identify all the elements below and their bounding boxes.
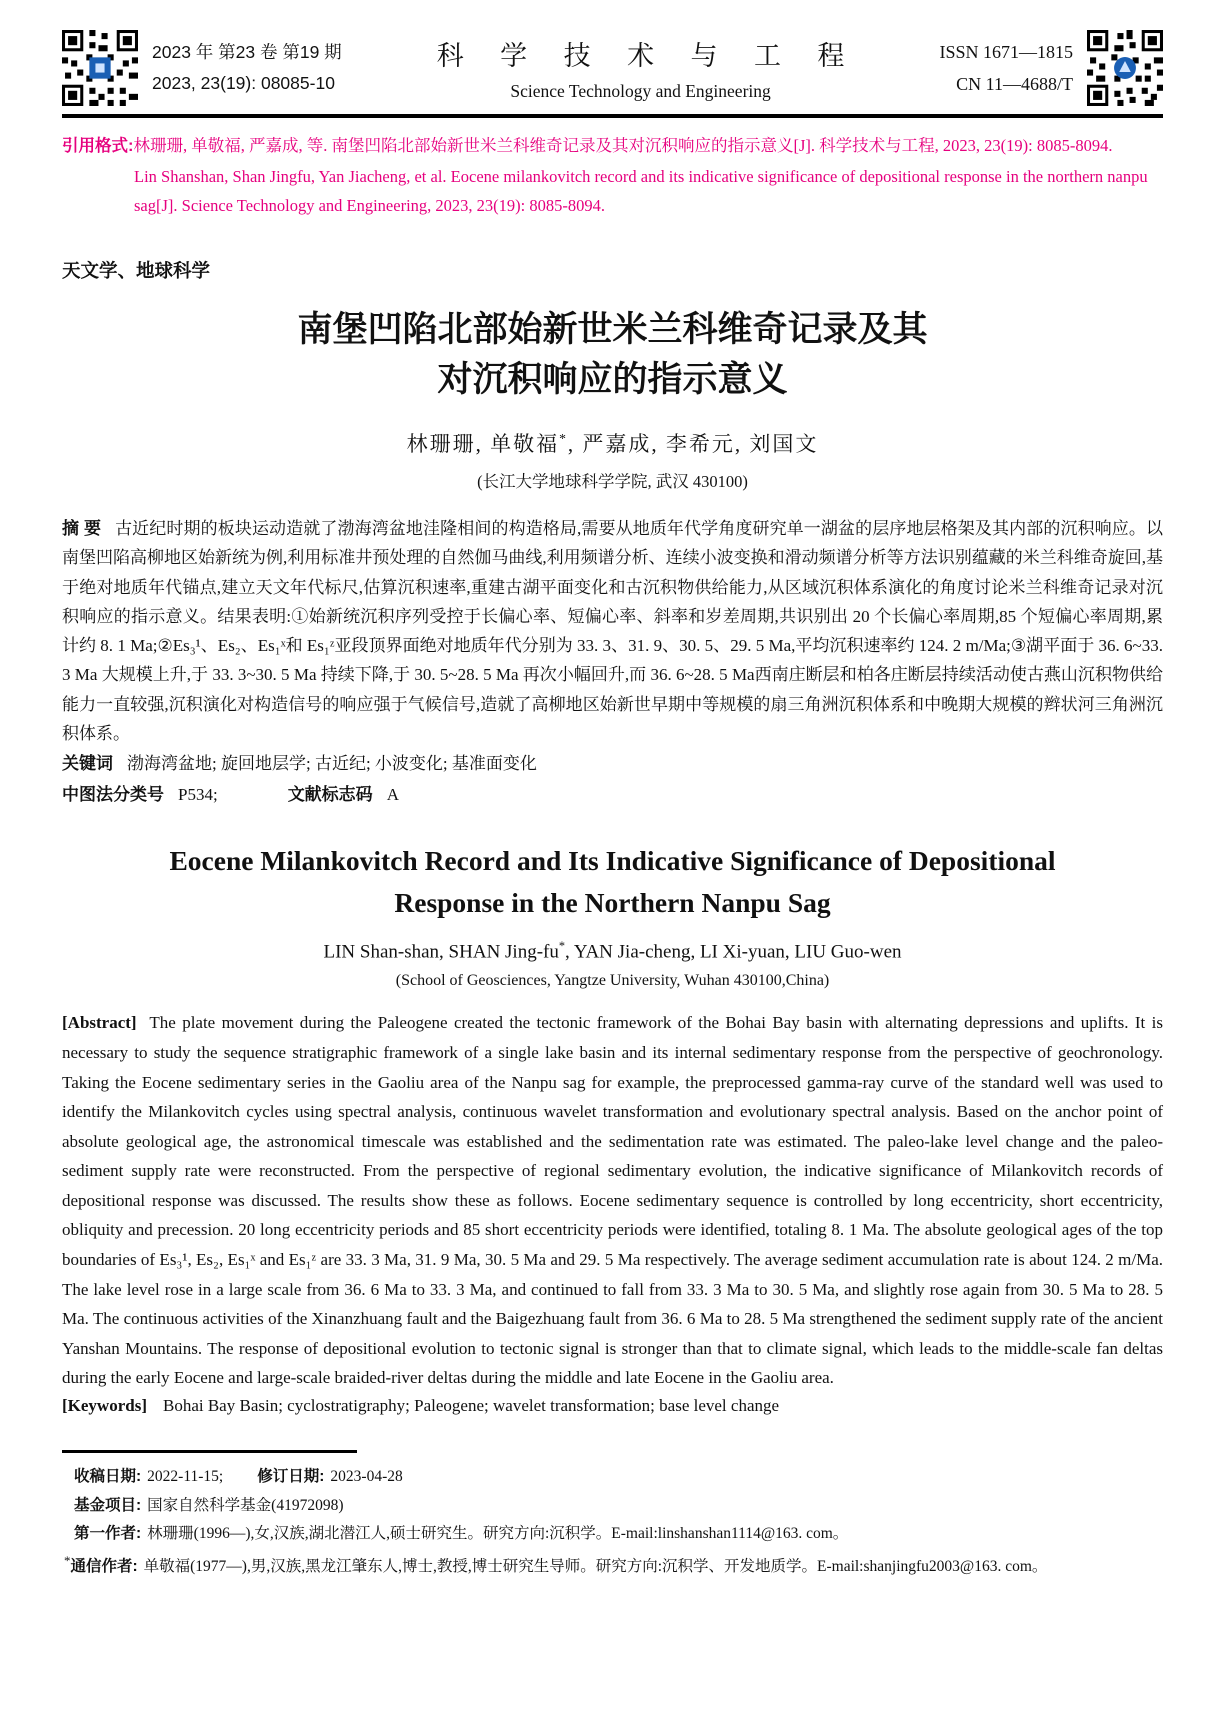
abstract-cn-text: 古近纪时期的板块运动造就了渤海湾盆地洼隆相间的构造格局,需要从地质年代学角度研究单一湖盆的层序地层格架及其内部的沉积响应。以南堡凹陷高柳地区始新统为例,利用标准井预处理的自然伽马曲线,利用频谱分析、连续小波变换和滑动频谱分析等方法识别蕴藏的米兰科维奇旋回,基于绝对地质年代锚点,建立天文年代标尺,估算沉积速率,重建古湖平面变化和古沉积物供给能力,从区域沉积体系演化的角度讨论米兰科维奇记录对沉积响应的指示意义。结果表明:①始新统沉积序列受控于长偏心率、短偏心率、斜率和岁差周期,共识别出 20 个长偏心率周期,85 个短偏心率周期,累计约 8. 1 Ma;②Es₃¹、Es₂、Es₁ˣ和 Es₁ᶻ亚段顶界面绝对地质年代分别为 33. 3、31. 9、30. 5、29. 5 Ma,平均沉积速率约 124. 2 m/Ma;③湖平面于 36. 6~33. 3 Ma 大规模上升,于 33. 3~30. 5 Ma 持续下降,于 30. 5~28. 5 Ma 再次小幅回升,而 36. 6~28. 5 Ma西南庄断层和柏各庄断层持续活动使古燕山沉积物供给能力一直较强,沉积演化对构造信号的响应强于气候信号,造就了高柳地区始新世早期中等规模的扇三角洲沉积体系和中晚期大规模的辫状河三角洲沉积体系。	[62, 519, 1163, 743]
received-date-label: 收稿日期:	[74, 1467, 142, 1485]
footnote-dates	[74, 1463, 1163, 1492]
issue-en: 2023, 23(19): 08085-10	[152, 73, 335, 93]
header-divider	[62, 114, 1163, 118]
affiliation-en: (School of Geosciences, Yangtze University, Wuhan 430100,China)	[395, 972, 830, 990]
paper-title-cn	[62, 305, 1163, 407]
journal-header	[62, 30, 1163, 106]
citation-block	[62, 132, 1163, 221]
keywords-cn-text: 渤海湾盆地; 旋回地层学; 古近纪; 小波变化; 基准面变化	[127, 754, 537, 773]
paper-title-en	[62, 840, 1163, 925]
fund-value: 国家自然科学基金(41972098)	[147, 1496, 344, 1514]
qr-code-right-icon	[1087, 30, 1163, 106]
first-author-label: 第一作者:	[74, 1525, 142, 1543]
footnote-divider	[62, 1450, 357, 1453]
authors-cn: 林珊珊, 单敬福*, 严嘉成, 李希元, 刘国文	[406, 431, 819, 457]
received-date-value: 2022-11-15;	[147, 1467, 224, 1485]
doc-code-value: A	[386, 784, 399, 804]
abstract-en-text: The plate movement during the Paleogene created the tectonic framework of the Bohai Bay basin with alternating depressions and uplifts. It is necessary to study the sequence stratigraphic framework of a single lake basin and its internal sedimentary response from the perspective of geochronology. Taking the Eocene sedimentary series in the Gaoliu area of the Nanpu sag for example, the preprocessed gamma-ray curve of the standard well was used to identify the Milankovitch cycles using spectral analysis, continuous wavelet transformation and evolutionary spectral analysis. Based on the anchor point of absolute geological age, the astronomical timescale was established and the sedimentation rate was estimated. The paleo-lake level change and the paleo-sediment supply rate were reconstructed. From the perspective of regional sedimentary evolution, the indicative significance of Milankovitch records of depositional response was discussed. The results show these as follows. Eocene sedimentary sequence is controlled by long eccentricity, short eccentricity, obliquity and precession. 20 long eccentricity periods and 85 short eccentricity periods were identified, totaling 8. 1 Ma. The absolute geological ages of the top boundaries of Es₃¹, Es₂, Es₁ˣ and Es₁ᶻ are 33. 3 Ma, 31. 9 Ma, 30. 5 Ma and 29. 5 Ma respectively. The average sediment accumulation rate is about 124. 2 m/Ma. The lake level rose in a large scale from 36. 6 Ma to 33. 3 Ma, and continued to fall from 33. 3 Ma to 30. 5 Ma, and slightly rose again from 30. 5 Ma to 28. 5 Ma. The continuous activities of the Xinanzhuang fault and the Baigezhuang fault from 36. 6 Ma to 28. 5 Ma strengthened the sediment supply rate of the ancient Yanshan Mountains. The response of depositional evolution to tectonic signal is stronger than that to climate signal, which leads to the middle-scale fan deltas during the early Eocene and large-scale braided-river deltas during the middle and late Eocene in the Gaoliu area.	[62, 1013, 1163, 1388]
abstract-cn	[62, 514, 1163, 748]
keywords-en-text: Bohai Bay Basin; cyclostratigraphy; Paleogene; wavelet transformation; base level change	[162, 1395, 780, 1415]
clc-line	[62, 781, 1163, 810]
journal-name-en: Science Technology and Engineering	[510, 81, 771, 101]
corresponding-author-marker: *	[559, 431, 568, 447]
paper-title-en-line1: Eocene Milankovitch Record and Its Indicative Significance of Depositional	[169, 844, 1056, 876]
revised-date-value: 2023-04-28	[330, 1467, 403, 1485]
paper-title-cn-line2: 对沉积响应的指示意义	[437, 360, 788, 400]
paper-title-cn-line1: 南堡凹陷北部始新世米兰科维奇记录及其	[297, 309, 928, 349]
citation-en: Lin Shanshan, Shan Jingfu, Yan Jiacheng, et al. Eocene milankovitch record and its indicative significance of depositional response in the northern nanpu sag[J]. Science Technology and Engineering, 2023, 23(19): 8085-8094.	[134, 166, 1148, 215]
abstract-en-label: [Abstract]	[62, 1013, 137, 1033]
cn-number: CN 11—4688/T	[956, 74, 1073, 94]
keywords-en	[62, 1396, 1163, 1416]
issn-number: ISSN 1671—1815	[939, 41, 1073, 62]
abstract-en	[62, 1008, 1163, 1393]
first-author-value: 林珊珊(1996—),女,汉族,湖北潜江人,硕士研究生。研究方向:沉积学。E-mail:linshanshan1114@163. com。	[147, 1525, 849, 1543]
citation-label: 引用格式:	[62, 137, 134, 155]
journal-name	[356, 34, 926, 102]
paper-title-en-line2: Response in the Northern Nanpu Sag	[394, 887, 831, 919]
doc-code-label: 文献标志码	[287, 784, 373, 804]
issn-info	[939, 36, 1073, 101]
keywords-en-label: [Keywords]	[62, 1395, 147, 1415]
issue-cn: 2023 年 第23 卷 第19 期	[152, 42, 342, 63]
keywords-cn	[62, 750, 1163, 779]
corresponding-footnote-marker: *	[64, 1552, 71, 1568]
corresponding-author-marker-en: *	[558, 939, 566, 954]
keywords-cn-label: 关键词	[62, 754, 113, 773]
footnotes	[62, 1463, 1163, 1582]
authors-en: LIN Shan-shan, SHAN Jing-fu*, YAN Jia-cheng, LI Xi-yuan, LIU Guo-wen	[323, 939, 902, 963]
revised-date-label: 修订日期:	[257, 1467, 325, 1485]
abstract-cn-label: 摘 要	[62, 519, 102, 539]
footnote-fund	[74, 1492, 1163, 1521]
corresponding-author-label: 通信作者:	[70, 1558, 138, 1576]
footnote-corresponding-author	[64, 1549, 1163, 1582]
section-label: 天文学、地球科学	[62, 259, 211, 281]
affiliation-cn: (长江大学地球科学学院, 武汉 430100)	[477, 472, 748, 492]
fund-label: 基金项目:	[74, 1496, 142, 1514]
corresponding-author-value: 单敬福(1977—),男,汉族,黑龙江肇东人,博士,教授,博士研究生导师。研究方向:沉积学、开发地质学。E-mail:shanjingfu2003@163. com。	[143, 1558, 1048, 1576]
clc-value: P534;	[178, 784, 218, 804]
journal-name-cn: 科 学 技 术 与 工 程	[436, 41, 860, 71]
footnote-first-author	[74, 1520, 1163, 1549]
issue-info	[152, 37, 342, 98]
qr-code-left-icon	[62, 30, 138, 106]
clc-label: 中图法分类号	[62, 784, 164, 804]
citation-cn: 引用格式:林珊珊, 单敬福, 严嘉成, 等. 南堡凹陷北部始新世米兰科维奇记录及其对沉积响应的指示意义[J]. 科学技术与工程, 2023, 23(19): 8085-8094.	[62, 136, 1113, 155]
